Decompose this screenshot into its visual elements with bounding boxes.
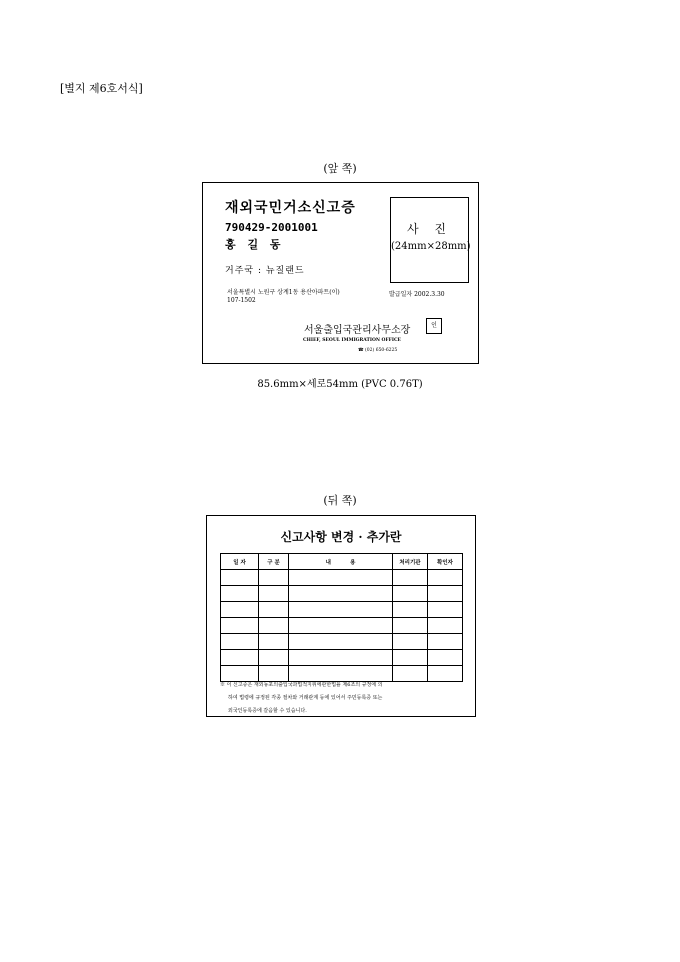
card-size: 85.6mm×세로54mm (PVC 0.76T) xyxy=(257,379,423,390)
table-row xyxy=(221,570,463,586)
seal-box: 인 xyxy=(426,318,442,334)
table-row xyxy=(221,634,463,650)
notice-line: 외국인등록증에 갈음할 수 있습니다. xyxy=(228,708,307,714)
office-phone: ☎ (02) 650-6225 xyxy=(358,348,398,353)
front-side-label: (앞 쪽) xyxy=(323,162,357,175)
notice-text xyxy=(220,679,465,718)
address-line-2: 107-1502 xyxy=(227,297,256,304)
table-row xyxy=(221,650,463,666)
table-row xyxy=(221,618,463,634)
back-side-label: (뒤 쪽) xyxy=(323,494,357,507)
card-title: 재외국민거소신고증 xyxy=(225,200,356,216)
table-body xyxy=(221,570,463,682)
card-front xyxy=(202,182,479,364)
photo-size: (24mm×28mm) xyxy=(391,241,471,252)
column-header: 처리기관 xyxy=(393,554,428,570)
holder-name: 홍 길 동 xyxy=(225,238,285,251)
column-header: 구 분 xyxy=(259,554,289,570)
issuing-office-english: CHIEF, SEOUL IMMIGRATION OFFICE xyxy=(303,338,401,343)
address xyxy=(227,289,340,305)
address-line-1: 서울특별시 노원구 상계1동 용산아파트(이) xyxy=(227,289,340,296)
column-header: 확인자 xyxy=(428,554,463,570)
back-title: 신고사항 변경 · 추가란 xyxy=(280,530,402,544)
column-header: 일 자 xyxy=(221,554,259,570)
photo-label: 사 진 xyxy=(407,222,452,236)
change-record-table xyxy=(220,553,463,682)
notice-line: 하여 법령에 규정된 각종 절차와 거래관계 등에 있어서 주민등록증 또는 xyxy=(228,695,383,701)
country-of-residence: 거주국 : 뉴질랜드 xyxy=(225,266,305,276)
id-number: 790429-2001001 xyxy=(225,221,318,234)
notice-line: ※ 이 신고증은 재외동포의출입국과법적지위에관한법률 제6조의 규정에 의 xyxy=(220,682,383,688)
table-row xyxy=(221,586,463,602)
issue-date: 발급일자 2002.3.30 xyxy=(389,291,445,298)
issuing-office: 서울출입국관리사무소장 xyxy=(304,325,411,336)
card-back xyxy=(206,515,476,717)
photo-box xyxy=(390,197,469,283)
form-number: [별지 제6호서식] xyxy=(60,82,143,95)
table-row xyxy=(221,602,463,618)
column-header: 내 용 xyxy=(289,554,393,570)
